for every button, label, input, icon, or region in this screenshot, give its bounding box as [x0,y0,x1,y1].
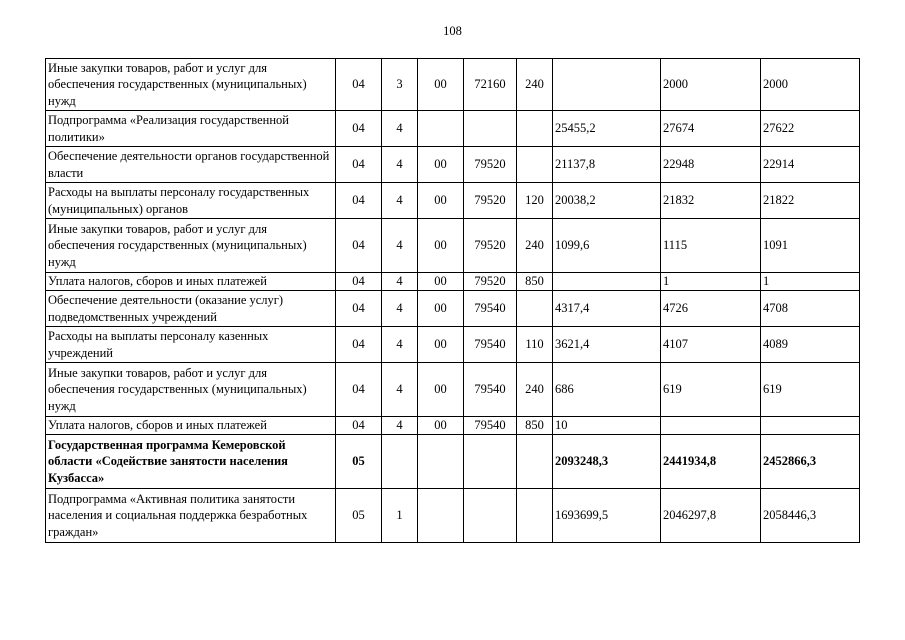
row-value-2: 4726 [661,291,761,327]
row-code-5: 120 [517,183,553,219]
row-code-2 [382,435,418,489]
row-value-2: 2046297,8 [661,489,761,543]
row-code-5: 240 [517,219,553,273]
row-value-3: 22914 [761,147,860,183]
row-value-3: 27622 [761,111,860,147]
row-code-4: 79520 [464,147,517,183]
row-value-2: 1 [661,273,761,291]
row-code-1: 04 [336,111,382,147]
row-value-1: 1693699,5 [553,489,661,543]
row-value-1: 21137,8 [553,147,661,183]
table-row [46,363,860,417]
row-value-1: 2093248,3 [553,435,661,489]
row-value-2: 27674 [661,111,761,147]
row-value-2: 22948 [661,147,761,183]
row-code-5 [517,435,553,489]
row-value-3: 2452866,3 [761,435,860,489]
row-code-4 [464,489,517,543]
row-value-3: 1091 [761,219,860,273]
row-value-2: 2441934,8 [661,435,761,489]
row-code-5: 240 [517,59,553,111]
row-code-3 [418,489,464,543]
row-value-3: 21822 [761,183,860,219]
row-code-2: 4 [382,291,418,327]
row-value-2: 1115 [661,219,761,273]
table-row [46,291,860,327]
row-code-5 [517,147,553,183]
row-code-4: 79540 [464,363,517,417]
row-name: Государственная программа Кемеровской области «Содействие занятости населения Кузбасса» [46,435,336,489]
table-row [46,59,860,111]
row-code-4: 79540 [464,291,517,327]
table-row [46,183,860,219]
row-code-3: 00 [418,273,464,291]
budget-table [45,58,860,543]
row-value-3: 4089 [761,327,860,363]
row-code-5 [517,111,553,147]
table-row [46,147,860,183]
row-value-2: 2000 [661,59,761,111]
row-code-4: 79540 [464,417,517,435]
row-code-4: 79520 [464,183,517,219]
row-value-1: 686 [553,363,661,417]
row-code-1: 04 [336,327,382,363]
row-code-5: 240 [517,363,553,417]
row-code-1: 04 [336,59,382,111]
row-name: Расходы на выплаты персоналу казенных учреждений [46,327,336,363]
row-value-1: 25455,2 [553,111,661,147]
row-code-1: 04 [336,291,382,327]
row-code-3: 00 [418,147,464,183]
row-value-3: 4708 [761,291,860,327]
row-code-1: 04 [336,183,382,219]
row-name: Иные закупки товаров, работ и услуг для обеспечения государственных (муниципальных) нужд [46,219,336,273]
row-code-2: 4 [382,147,418,183]
row-code-2: 3 [382,59,418,111]
row-value-2: 619 [661,363,761,417]
row-value-1: 10 [553,417,661,435]
row-value-1: 20038,2 [553,183,661,219]
row-code-5: 850 [517,417,553,435]
row-code-4: 72160 [464,59,517,111]
row-code-3: 00 [418,291,464,327]
row-code-4 [464,111,517,147]
row-code-3: 00 [418,219,464,273]
row-code-3: 00 [418,417,464,435]
row-value-3: 1 [761,273,860,291]
page-number: 108 [443,24,462,38]
row-code-2: 1 [382,489,418,543]
row-code-5: 110 [517,327,553,363]
row-code-4: 79520 [464,273,517,291]
row-code-1: 05 [336,489,382,543]
row-code-1: 04 [336,273,382,291]
table-row [46,489,860,543]
row-value-3: 2058446,3 [761,489,860,543]
row-code-2: 4 [382,111,418,147]
row-code-2: 4 [382,417,418,435]
row-code-3 [418,435,464,489]
row-name: Подпрограмма «Реализация государственной политики» [46,111,336,147]
row-code-4: 79540 [464,327,517,363]
row-code-1: 04 [336,147,382,183]
row-value-1 [553,59,661,111]
row-name: Уплата налогов, сборов и иных платежей [46,417,336,435]
table-row [46,327,860,363]
table-row [46,219,860,273]
row-value-2: 21832 [661,183,761,219]
row-value-1: 4317,4 [553,291,661,327]
row-value-1 [553,273,661,291]
row-value-2 [661,417,761,435]
row-value-2: 4107 [661,327,761,363]
row-code-2: 4 [382,273,418,291]
row-name: Уплата налогов, сборов и иных платежей [46,273,336,291]
row-code-2: 4 [382,219,418,273]
row-code-3: 00 [418,183,464,219]
row-value-1: 3621,4 [553,327,661,363]
row-value-3 [761,417,860,435]
row-code-5: 850 [517,273,553,291]
row-code-5 [517,291,553,327]
row-code-2: 4 [382,183,418,219]
row-name: Обеспечение деятельности органов государственной власти [46,147,336,183]
row-name: Обеспечение деятельности (оказание услуг) подведомственных учреждений [46,291,336,327]
row-code-2: 4 [382,363,418,417]
row-code-4: 79520 [464,219,517,273]
row-code-5 [517,489,553,543]
row-code-1: 04 [336,219,382,273]
row-code-3: 00 [418,59,464,111]
row-code-1: 05 [336,435,382,489]
row-code-3: 00 [418,327,464,363]
row-name: Иные закупки товаров, работ и услуг для обеспечения государственных (муниципальных) нужд [46,363,336,417]
row-code-4 [464,435,517,489]
row-code-1: 04 [336,363,382,417]
row-code-3 [418,111,464,147]
table-row [46,417,860,435]
row-name: Подпрограмма «Активная политика занятости населения и социальная поддержка безработных граждан» [46,489,336,543]
row-value-3: 2000 [761,59,860,111]
row-name: Иные закупки товаров, работ и услуг для обеспечения государственных (муниципальных) нужд [46,59,336,111]
table-row [46,111,860,147]
row-value-3: 619 [761,363,860,417]
row-name: Расходы на выплаты персоналу государственных (муниципальных) органов [46,183,336,219]
row-value-1: 1099,6 [553,219,661,273]
table-row [46,435,860,489]
row-code-3: 00 [418,363,464,417]
row-code-2: 4 [382,327,418,363]
row-code-1: 04 [336,417,382,435]
table-row [46,273,860,291]
